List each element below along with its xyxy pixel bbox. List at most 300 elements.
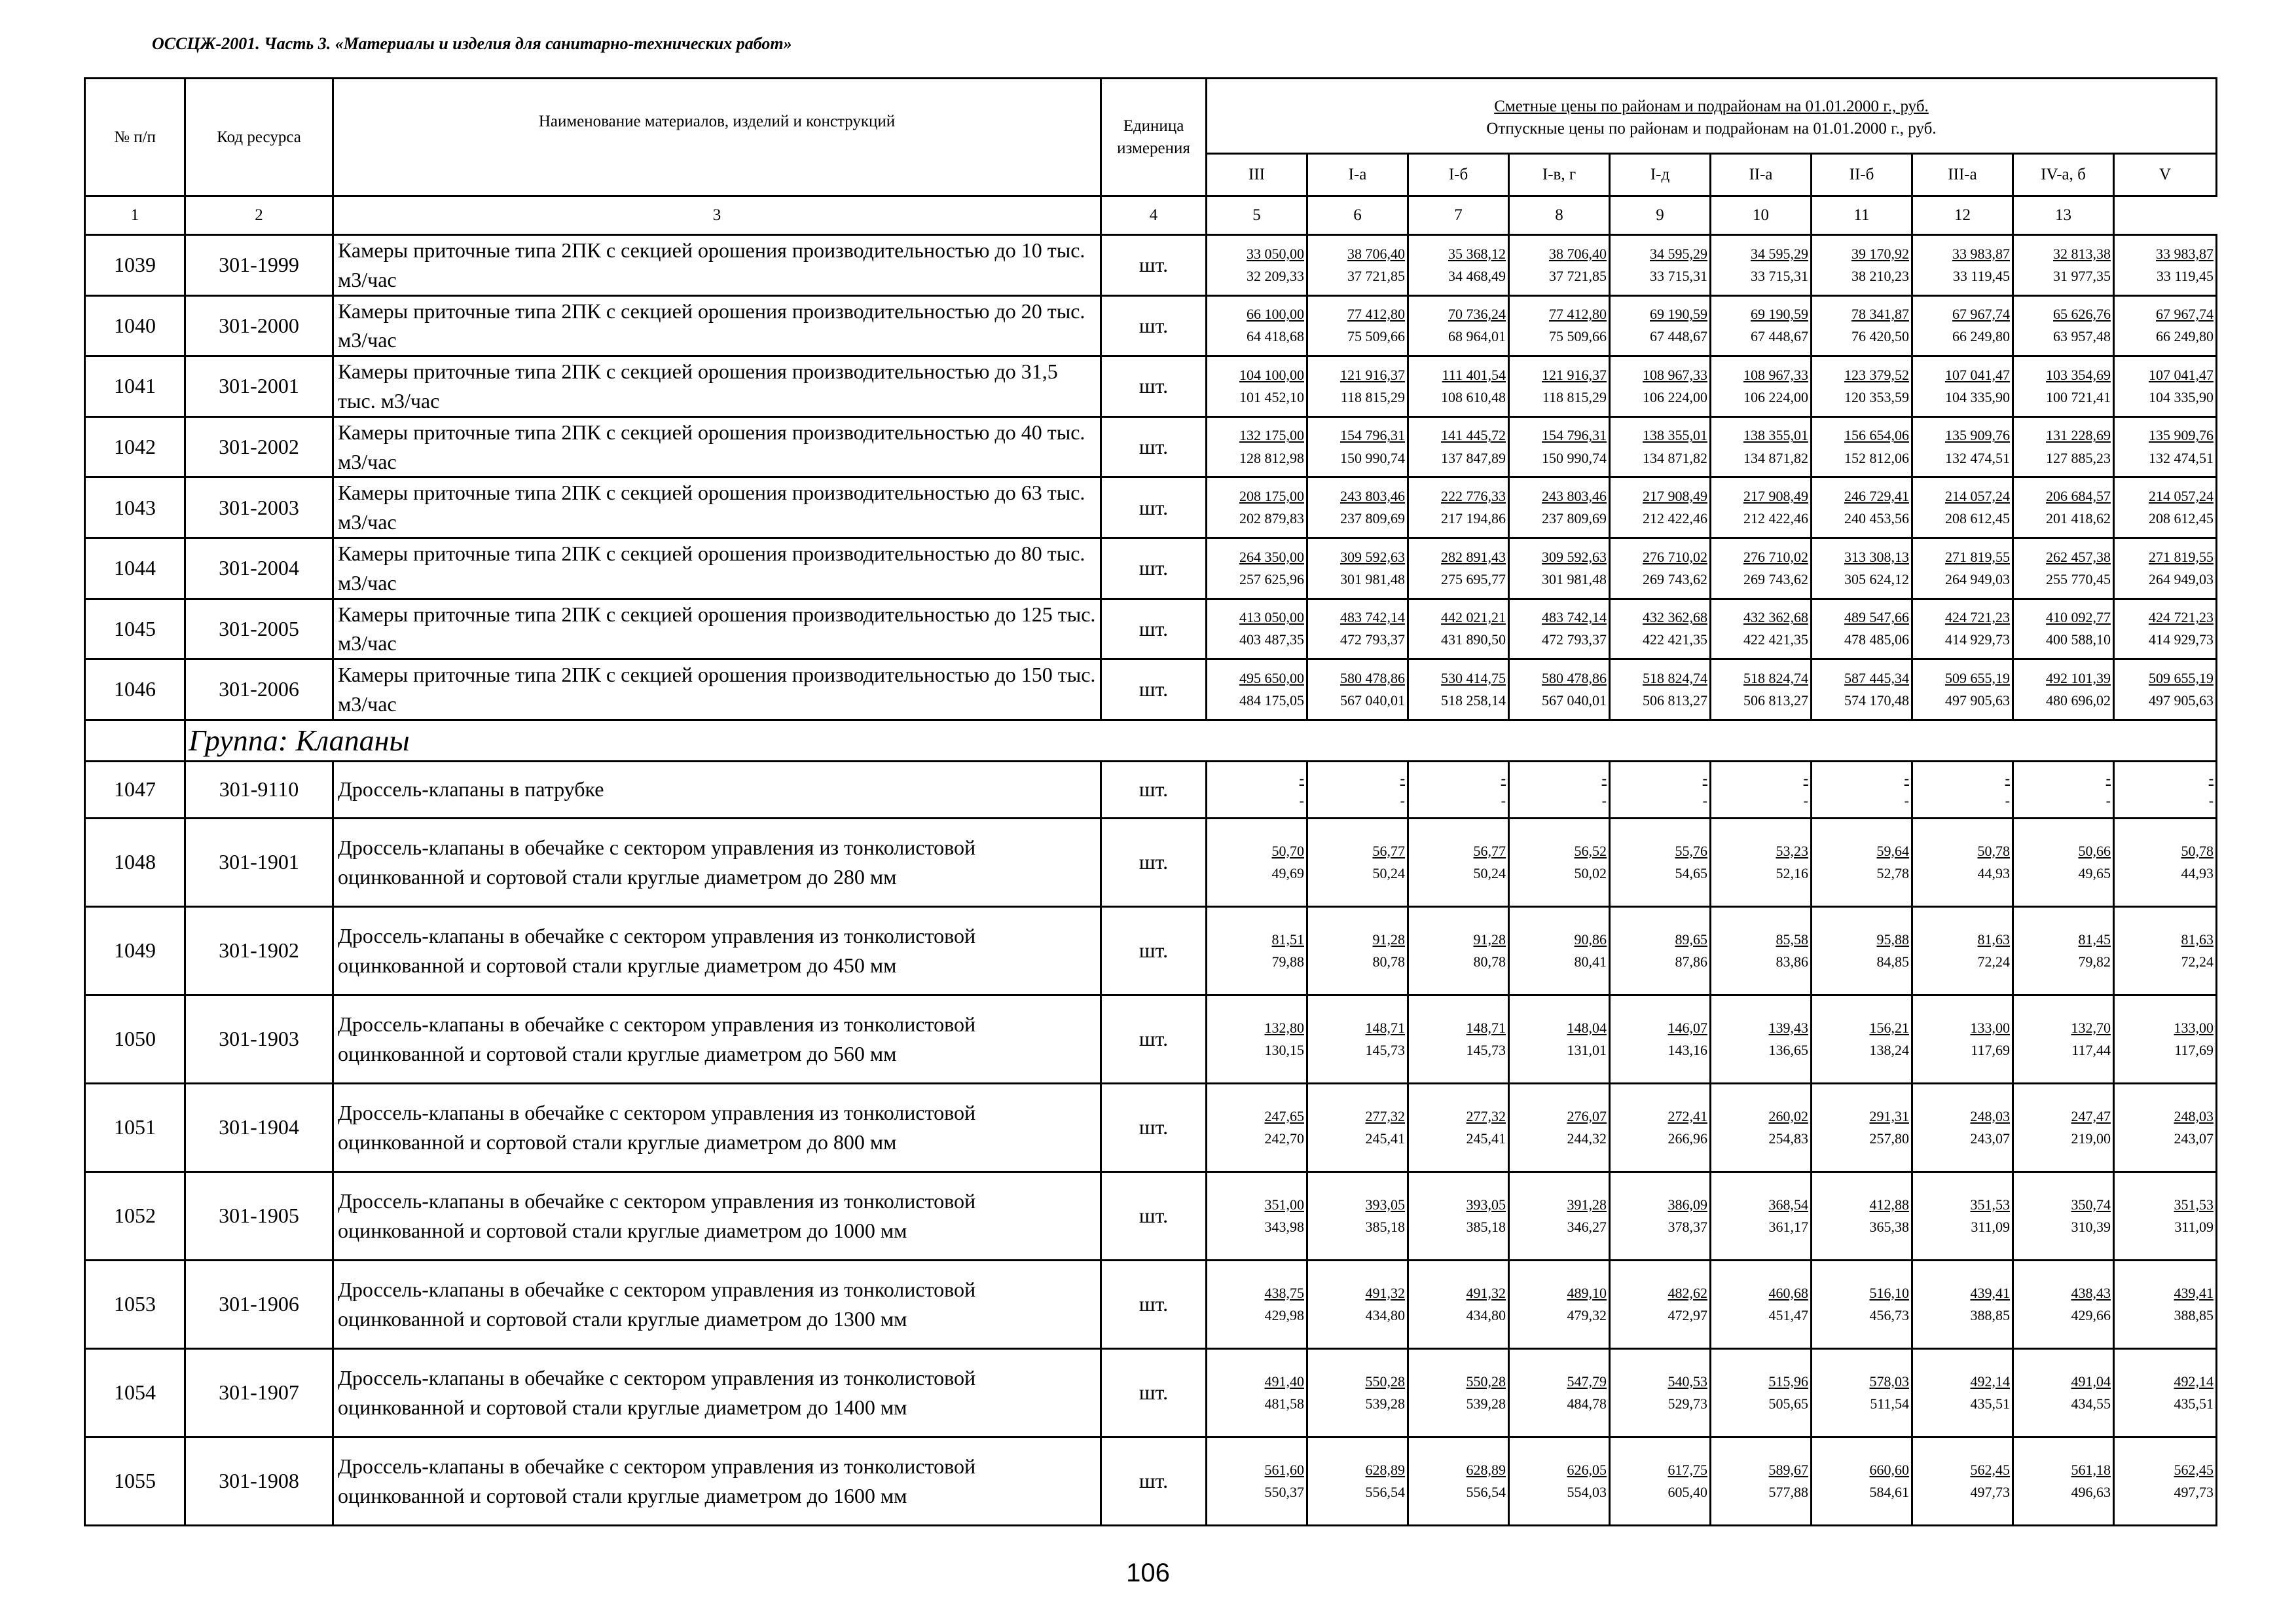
column-number-cell: 5 (1207, 196, 1307, 235)
wholesale-price: 539,28 (1466, 1395, 1506, 1412)
price-cell (1408, 416, 1509, 477)
estimated-price: 67 967,74 (1952, 306, 2010, 323)
price-cell (1408, 295, 1509, 356)
wholesale-price: 118 815,29 (1542, 388, 1607, 405)
estimated-price: 580 478,86 (1542, 669, 1607, 686)
row-number: 1048 (85, 818, 185, 906)
wholesale-price: 434,80 (1466, 1306, 1506, 1323)
row-number: 1052 (85, 1172, 185, 1260)
wholesale-price: 245,41 (1365, 1130, 1405, 1147)
wholesale-price: 76 420,50 (1851, 328, 1909, 345)
table-row (85, 1437, 2217, 1525)
price-cell (1207, 599, 1307, 659)
estimated-price: 439,41 (2174, 1284, 2214, 1301)
estimated-price: 482,62 (1667, 1284, 1707, 1301)
price-cell (2114, 906, 2217, 995)
estimated-price: 660,60 (1869, 1461, 1909, 1478)
table-row (85, 1083, 2217, 1172)
row-number: 1055 (85, 1437, 185, 1525)
row-number: 1042 (85, 416, 185, 477)
price-cell (1509, 761, 1610, 818)
wholesale-price: 143,16 (1667, 1041, 1707, 1058)
price-cell (2114, 1348, 2217, 1437)
item-name: Дроссель-клапаны в обечайке с сектором управления из тонколистовой оцинкованной и сортовой стали круглые диаметром до 450 мм (333, 906, 1101, 995)
column-number-cell: 10 (1711, 196, 1812, 235)
estimated-price: 515,96 (1768, 1373, 1808, 1390)
price-cell (1307, 295, 1408, 356)
price-cell (1509, 906, 1610, 995)
price-cell (2013, 477, 2114, 538)
item-name: Дроссель-клапаны в патрубке (333, 761, 1101, 818)
wholesale-price: 269 743,62 (1643, 570, 1707, 587)
row-number: 1040 (85, 295, 185, 356)
estimated-price: 492,14 (2174, 1373, 2214, 1390)
estimated-price: 132 175,00 (1239, 427, 1304, 444)
wholesale-price: 301 981,48 (1340, 570, 1405, 587)
price-cell (1610, 295, 1711, 356)
price-cell (1509, 1348, 1610, 1437)
price-cell (1307, 659, 1408, 720)
estimated-price: 260,02 (1768, 1107, 1808, 1124)
resource-code: 301-2005 (185, 599, 333, 659)
item-name: Дроссель-клапаны в обечайке с сектором управления из тонколистовой оцинкованной и сортовой стали круглые диаметром до 560 мм (333, 995, 1101, 1083)
wholesale-price: 67 448,67 (1650, 328, 1707, 345)
wholesale-price: 44,93 (1977, 864, 2010, 881)
wholesale-price: 245,41 (1466, 1130, 1506, 1147)
price-cell (1711, 477, 1812, 538)
estimated-price: 56,52 (1574, 842, 1607, 859)
column-number-cell: 12 (1912, 196, 2013, 235)
unit-cell: шт. (1101, 416, 1207, 477)
price-cell (2013, 1172, 2114, 1260)
estimated-price: 562,45 (1970, 1461, 2010, 1478)
wholesale-price: 118 815,29 (1340, 388, 1405, 405)
wholesale-price: 554,03 (1567, 1483, 1607, 1500)
wholesale-price: - (1803, 792, 1808, 809)
price-cell (2013, 995, 2114, 1083)
wholesale-price: 243,07 (1970, 1130, 2010, 1147)
price-cell (1610, 761, 1711, 818)
price-cell (2013, 235, 2114, 296)
wholesale-price: 506 813,27 (1743, 692, 1808, 709)
table-row (85, 599, 2217, 659)
wholesale-price: 132 474,51 (2149, 449, 2214, 466)
estimated-price: 70 736,24 (1448, 306, 1506, 323)
estimated-price: 410 092,77 (2046, 609, 2111, 626)
price-cell (2114, 416, 2217, 477)
resource-code: 301-9110 (185, 761, 333, 818)
item-name: Дроссель-клапаны в обечайке с сектором управления из тонколистовой оцинкованной и сортовой стали круглые диаметром до 1000 мм (333, 1172, 1101, 1260)
estimated-price: 32 813,38 (2053, 245, 2111, 262)
price-cell (1610, 995, 1711, 1083)
wholesale-price: 136,65 (1768, 1041, 1808, 1058)
wholesale-price: 64 418,68 (1247, 328, 1304, 345)
item-name: Камеры приточные типа 2ПК с секцией орошения производительностью до 20 тыс. м3/час (333, 295, 1101, 356)
estimated-price: - (1501, 769, 1506, 786)
wholesale-price: 257,80 (1869, 1130, 1909, 1147)
wholesale-price: 518 258,14 (1441, 692, 1506, 709)
unit-cell: шт. (1101, 538, 1207, 599)
table-row (85, 1172, 2217, 1260)
estimated-price: 351,00 (1264, 1196, 1304, 1213)
price-cell (1711, 235, 1812, 296)
wholesale-price: 385,18 (1466, 1218, 1506, 1235)
wholesale-price: 33 119,45 (1952, 267, 2010, 284)
estimated-price: 309 592,63 (1340, 548, 1405, 565)
price-cell (1307, 906, 1408, 995)
estimated-price: - (1400, 769, 1405, 786)
price-cell (1408, 1437, 1509, 1525)
price-cell (1509, 356, 1610, 417)
wholesale-price: 584,61 (1869, 1483, 1909, 1500)
wholesale-price: 472,97 (1667, 1306, 1707, 1323)
wholesale-price: 217 194,86 (1441, 510, 1506, 527)
wholesale-price: - (1702, 792, 1707, 809)
estimated-price: 509 655,19 (2149, 669, 2214, 686)
item-name: Камеры приточные типа 2ПК с секцией орошения производительностью до 31,5 тыс. м3/час (333, 356, 1101, 417)
price-cell (1207, 477, 1307, 538)
wholesale-price: 556,54 (1365, 1483, 1405, 1500)
estimated-price: 108 967,33 (1743, 366, 1808, 383)
estimated-price: 38 706,40 (1549, 245, 1607, 262)
estimated-price: 424 721,23 (1945, 609, 2010, 626)
estimated-price: 69 190,59 (1650, 306, 1707, 323)
price-cell (1711, 1083, 1812, 1172)
estimated-price: 393,05 (1466, 1196, 1506, 1213)
region-header-cell: I-а (1307, 154, 1408, 196)
unit-cell: шт. (1101, 295, 1207, 356)
column-number-cell: 11 (1812, 196, 1912, 235)
row-number: 1044 (85, 538, 185, 599)
estimated-price: 67 967,74 (2156, 306, 2214, 323)
price-cell (1912, 1260, 2013, 1348)
price-cell (1912, 538, 2013, 599)
estimated-price: 386,09 (1667, 1196, 1707, 1213)
region-header-cell: I-б (1408, 154, 1509, 196)
page-number: 106 (1126, 1559, 1170, 1587)
estimated-price: 587 445,34 (1844, 669, 1909, 686)
wholesale-price: 68 964,01 (1448, 328, 1506, 345)
estimated-price: 222 776,33 (1441, 488, 1506, 505)
wholesale-price: 237 809,69 (1340, 510, 1405, 527)
estimated-price: 156,21 (1869, 1019, 1909, 1036)
price-cell (1610, 1260, 1711, 1348)
wholesale-price: 208 612,45 (1945, 510, 2010, 527)
unit-cell: шт. (1101, 659, 1207, 720)
resource-code: 301-1903 (185, 995, 333, 1083)
wholesale-price: 484 175,05 (1239, 692, 1304, 709)
price-cell (1509, 235, 1610, 296)
price-cell (1912, 1437, 2013, 1525)
price-cell (2013, 416, 2114, 477)
estimated-price: 131 228,69 (2046, 427, 2111, 444)
estimated-price: 77 412,80 (1549, 306, 1607, 323)
estimated-price: 138 355,01 (1643, 427, 1707, 444)
wholesale-price: 131,01 (1567, 1041, 1607, 1058)
price-cell (1408, 906, 1509, 995)
wholesale-price: 529,73 (1667, 1395, 1707, 1412)
item-name: Камеры приточные типа 2ПК с секцией орошения производительностью до 40 тыс. м3/час (333, 416, 1101, 477)
estimated-price: 424 721,23 (2149, 609, 2214, 626)
wholesale-price: 403 487,35 (1239, 631, 1304, 648)
estimated-price: 550,28 (1365, 1373, 1405, 1390)
price-cell (1610, 538, 1711, 599)
estimated-price: 35 368,12 (1448, 245, 1506, 262)
price-cell (1711, 416, 1812, 477)
wholesale-price: 479,32 (1567, 1306, 1607, 1323)
item-name: Дроссель-клапаны в обечайке с сектором управления из тонколистовой оцинкованной и сортовой стали круглые диаметром до 280 мм (333, 818, 1101, 906)
region-header-cell: I-д (1610, 154, 1711, 196)
estimated-price: 246 729,41 (1844, 488, 1909, 505)
estimated-price: 156 654,06 (1844, 427, 1909, 444)
estimated-price: 561,60 (1264, 1461, 1304, 1478)
price-cell (1509, 1437, 1610, 1525)
wholesale-price: 422 421,35 (1743, 631, 1808, 648)
price-cell (1509, 1083, 1610, 1172)
table-row (85, 356, 2217, 417)
wholesale-price: 388,85 (1970, 1306, 2010, 1323)
price-cell (1812, 416, 1912, 477)
estimated-price: 489,10 (1567, 1284, 1607, 1301)
estimated-price: 578,03 (1869, 1373, 1909, 1390)
estimated-price: 55,76 (1675, 842, 1707, 859)
region-header-cell: III (1207, 154, 1307, 196)
estimated-price: 132,80 (1264, 1019, 1304, 1036)
price-cell (1711, 818, 1812, 906)
resource-code: 301-2001 (185, 356, 333, 417)
price-cell (1610, 906, 1711, 995)
item-name: Дроссель-клапаны в обечайке с сектором управления из тонколистовой оцинкованной и сортовой стали круглые диаметром до 1600 мм (333, 1437, 1101, 1525)
row-number: 1047 (85, 761, 185, 818)
unit-cell: шт. (1101, 235, 1207, 296)
price-cell (1207, 1260, 1307, 1348)
wholesale-price: - (2005, 792, 2010, 809)
wholesale-price: 75 509,66 (1549, 328, 1607, 345)
estimated-price: 77 412,80 (1347, 306, 1405, 323)
estimated-price: 89,65 (1675, 931, 1707, 948)
estimated-price: 107 041,47 (1945, 366, 2010, 383)
header-name: Наименование материалов, изделий и конструкций (333, 79, 1101, 196)
estimated-price: 103 354,69 (2046, 366, 2111, 383)
estimated-price: 66 100,00 (1247, 306, 1304, 323)
estimated-price: 33 983,87 (1952, 245, 2010, 262)
price-cell (1207, 906, 1307, 995)
price-cell (1509, 818, 1610, 906)
wholesale-price: 435,51 (2174, 1395, 2214, 1412)
price-cell (1408, 235, 1509, 296)
wholesale-price: 108 610,48 (1441, 388, 1506, 405)
price-cell (1610, 818, 1711, 906)
price-cell (1207, 818, 1307, 906)
estimated-price: 33 983,87 (2156, 245, 2214, 262)
price-cell (1307, 477, 1408, 538)
estimated-price: 547,79 (1567, 1373, 1607, 1390)
estimated-price: 123 379,52 (1844, 366, 1909, 383)
price-cell (1912, 1348, 2013, 1437)
estimated-price: 489 547,66 (1844, 609, 1909, 626)
wholesale-price: 72,24 (2181, 953, 2214, 970)
price-cell (1912, 1083, 2013, 1172)
wholesale-price: 511,54 (1870, 1395, 1909, 1412)
header-price-wholesale: Отпускные цены по районам и подрайонам на 01.01.2000 г., руб. (1486, 120, 1937, 138)
price-cell (1307, 761, 1408, 818)
estimated-price: 78 341,87 (1851, 306, 1909, 323)
price-cell (1610, 477, 1711, 538)
estimated-price: 50,70 (1271, 842, 1304, 859)
price-cell (1207, 1083, 1307, 1172)
price-cell (1610, 1172, 1711, 1260)
estimated-price: 518 824,74 (1643, 669, 1707, 686)
row-number: 1051 (85, 1083, 185, 1172)
header-unit: Единица измерения (1101, 79, 1207, 196)
wholesale-price: 242,70 (1264, 1130, 1304, 1147)
estimated-price: 580 478,86 (1340, 669, 1405, 686)
resource-code: 301-1907 (185, 1348, 333, 1437)
estimated-price: 516,10 (1869, 1284, 1909, 1301)
wholesale-price: - (2105, 792, 2111, 809)
unit-cell: шт. (1101, 1348, 1207, 1437)
column-number-cell: 1 (85, 196, 185, 235)
price-cell (1408, 356, 1509, 417)
estimated-price: 350,74 (2071, 1196, 2111, 1213)
estimated-price: 133,00 (1970, 1019, 2010, 1036)
table-row (85, 477, 2217, 538)
estimated-price: 492,14 (1970, 1373, 2010, 1390)
estimated-price: 439,41 (1970, 1284, 2010, 1301)
region-header-cell: II-б (1812, 154, 1912, 196)
wholesale-price: 54,65 (1675, 864, 1707, 881)
estimated-price: 530 414,75 (1441, 669, 1506, 686)
wholesale-price: 80,41 (1574, 953, 1607, 970)
table-row (85, 818, 2217, 906)
wholesale-price: - (1299, 792, 1304, 809)
wholesale-price: 505,65 (1768, 1395, 1808, 1412)
price-cell (1307, 538, 1408, 599)
estimated-price: 276,07 (1567, 1107, 1607, 1124)
estimated-price: 91,28 (1473, 931, 1506, 948)
price-cell (1509, 416, 1610, 477)
estimated-price: 104 100,00 (1239, 366, 1304, 383)
price-cell (1610, 1348, 1711, 1437)
price-cell (1408, 659, 1509, 720)
price-cell (1610, 356, 1711, 417)
column-number-row (85, 196, 2217, 235)
price-cell (1711, 1260, 1812, 1348)
wholesale-price: 104 335,90 (2149, 388, 2214, 405)
group-row (85, 720, 2217, 761)
price-cell (2114, 659, 2217, 720)
price-cell (1711, 295, 1812, 356)
region-header-cell: II-а (1711, 154, 1812, 196)
price-cell (1509, 659, 1610, 720)
price-cell (1307, 1437, 1408, 1525)
estimated-price: 217 908,49 (1643, 488, 1707, 505)
wholesale-price: 472 793,37 (1542, 631, 1607, 648)
wholesale-price: 145,73 (1365, 1041, 1405, 1058)
unit-cell: шт. (1101, 906, 1207, 995)
estimated-price: 133,00 (2174, 1019, 2214, 1036)
estimated-price: 276 710,02 (1643, 548, 1707, 565)
wholesale-price: 243,07 (2174, 1130, 2214, 1147)
unit-cell: шт. (1101, 995, 1207, 1083)
wholesale-price: 117,69 (2174, 1041, 2214, 1058)
wholesale-price: 127 885,23 (2046, 449, 2111, 466)
estimated-price: 460,68 (1768, 1284, 1808, 1301)
price-cell (1812, 995, 1912, 1083)
wholesale-price: 79,88 (1271, 953, 1304, 970)
price-cell (1408, 818, 1509, 906)
price-cell (1711, 659, 1812, 720)
resource-code: 301-1904 (185, 1083, 333, 1172)
price-cell (2013, 659, 2114, 720)
price-cell (2114, 599, 2217, 659)
wholesale-price: 435,51 (1970, 1395, 2010, 1412)
estimated-price: 91,28 (1372, 931, 1405, 948)
wholesale-price: 83,86 (1776, 953, 1808, 970)
row-number: 1046 (85, 659, 185, 720)
wholesale-price: 478 485,06 (1844, 631, 1909, 648)
price-cell (1610, 416, 1711, 477)
wholesale-price: 550,37 (1264, 1483, 1304, 1500)
wholesale-price: 52,78 (1876, 864, 1909, 881)
estimated-price: 206 684,57 (2046, 488, 2111, 505)
wholesale-price: 219,00 (2071, 1130, 2111, 1147)
wholesale-price: 539,28 (1365, 1395, 1405, 1412)
estimated-price: 39 170,92 (1851, 245, 1909, 262)
unit-cell: шт. (1101, 1260, 1207, 1348)
estimated-price: 628,89 (1466, 1461, 1506, 1478)
wholesale-price: 37 721,85 (1347, 267, 1405, 284)
estimated-price: 438,75 (1264, 1284, 1304, 1301)
row-number: 1041 (85, 356, 185, 417)
wholesale-price: 33 715,31 (1650, 267, 1707, 284)
estimated-price: 438,43 (2071, 1284, 2111, 1301)
wholesale-price: 244,32 (1567, 1130, 1607, 1147)
resource-code: 301-1999 (185, 235, 333, 296)
price-cell (2114, 1083, 2217, 1172)
price-cell (1711, 1437, 1812, 1525)
wholesale-price: 66 249,80 (1952, 328, 2010, 345)
price-cell (1408, 599, 1509, 659)
estimated-price: 562,45 (2174, 1461, 2214, 1478)
region-header-cell: IV-а, б (2013, 154, 2114, 196)
estimated-price: 34 595,29 (1751, 245, 1808, 262)
item-name: Камеры приточные типа 2ПК с секцией орошения производительностью до 63 тыс. м3/час (333, 477, 1101, 538)
estimated-price: 483 742,14 (1340, 609, 1405, 626)
estimated-price: 617,75 (1667, 1461, 1707, 1478)
item-name: Дроссель-клапаны в обечайке с сектором управления из тонколистовой оцинкованной и сортовой стали круглые диаметром до 1300 мм (333, 1260, 1101, 1348)
estimated-price: 247,47 (2071, 1107, 2111, 1124)
wholesale-price: 240 453,56 (1844, 510, 1909, 527)
wholesale-price: 574 170,48 (1844, 692, 1909, 709)
wholesale-price: 497,73 (1970, 1483, 2010, 1500)
estimated-price: 53,23 (1776, 842, 1808, 859)
wholesale-price: 361,17 (1768, 1218, 1808, 1235)
estimated-price: 108 967,33 (1643, 366, 1707, 383)
price-cell (1812, 818, 1912, 906)
unit-cell: шт. (1101, 356, 1207, 417)
estimated-price: 33 050,00 (1247, 245, 1304, 262)
estimated-price: 138 355,01 (1743, 427, 1808, 444)
price-cell (1912, 295, 2013, 356)
price-cell (1711, 1348, 1812, 1437)
price-cell (1912, 818, 2013, 906)
price-cell (1408, 995, 1509, 1083)
price-cell (2013, 906, 2114, 995)
estimated-price: 146,07 (1667, 1019, 1707, 1036)
price-cell (1912, 356, 2013, 417)
estimated-price: 351,53 (2174, 1196, 2214, 1213)
